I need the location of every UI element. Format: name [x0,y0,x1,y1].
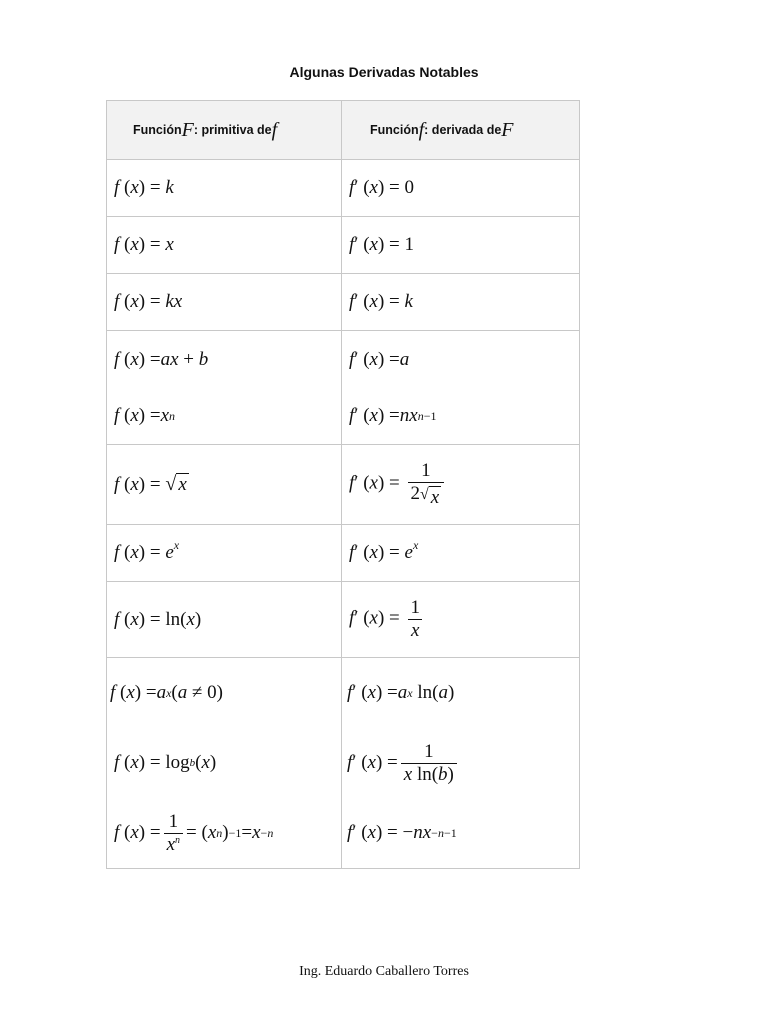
derivative-ln: f′ (x) = $\frac{1}{x}$ [342,582,580,658]
header-derivative-f: f [418,118,425,141]
header-cell-derivative [342,101,580,160]
header-primitive-suffix: : primitiva de [193,123,272,137]
formula-power: f ( x ) = x n [114,404,176,426]
table-row [107,582,580,658]
header-derivative-suffix: : derivada de [424,123,502,137]
header-derivative-F: F [501,118,514,141]
formula-sqrt: f (x) = √ x [107,445,342,525]
derivative-reciprocal-power: f ′ ( x ) = − nx −n−1 [347,822,457,843]
formula-exponential-base-a: f ( x ) = a x ( a ≠ 0) [110,682,224,703]
derivative-power: f ′ ( x ) = nx n−1 [349,404,437,426]
derivative-sqrt: f′ (x) = 1 2 √ x [342,445,580,525]
table-row [107,445,580,525]
header-primitive-prefix: Función [133,123,182,137]
formula-identity: f (x) = x [107,217,342,274]
formula-reciprocal-power: f ( x ) = $\frac{1}{x^n}$ = ( x n ) −1 = x −n [114,810,274,855]
formula-linear: f (x) = kx [107,274,342,331]
table-row [107,160,580,217]
formula-ln: f (x) = ln(x) [107,582,342,658]
formula-log-base-b: f ( x ) = log b ( x ) [114,752,217,773]
derivative-group-exp-log-recip [342,658,580,869]
derivative-exponential: f′ $(x) = e^x$ [342,525,580,582]
derivative-identity: f′ (x) = 1 [342,217,580,274]
header-primitive-f: f [271,118,278,141]
derivative-pair-affine-power [342,331,580,445]
author-footer: Ing. Eduardo Caballero Torres [299,964,469,979]
derivative-exponential-base-a: f ′ ( x ) = a x ln( a ) [347,682,455,703]
derivatives-table [106,100,580,869]
header-derivative-prefix: Función [370,123,419,137]
formula-constant: f (x) = k [107,160,342,217]
formula-group-exp-log-recip [107,658,342,869]
formula-affine: f ( x ) = ax + b [114,348,209,370]
page-title: Algunas Derivadas Notables [289,64,479,80]
table-row [107,525,580,582]
table-row [107,274,580,331]
formula-exponential: f $(x) = e^x$ [107,525,342,582]
derivative-constant: f′ (x) = 0 [342,160,580,217]
formula-pair-affine-power [107,331,342,445]
header-primitive-F: F [181,118,194,141]
table-row [107,217,580,274]
derivative-log-base-b: f ′ ( x ) = $\frac{1}{\text{x ln(b)}}$ [347,728,579,798]
table-header-row [107,101,580,160]
table-row [107,658,580,869]
table-row [107,331,580,445]
derivative-affine: f ′ ( x ) = a [349,348,410,370]
derivative-linear: f′ (x) = k [342,274,580,331]
header-cell-primitive [107,101,342,160]
